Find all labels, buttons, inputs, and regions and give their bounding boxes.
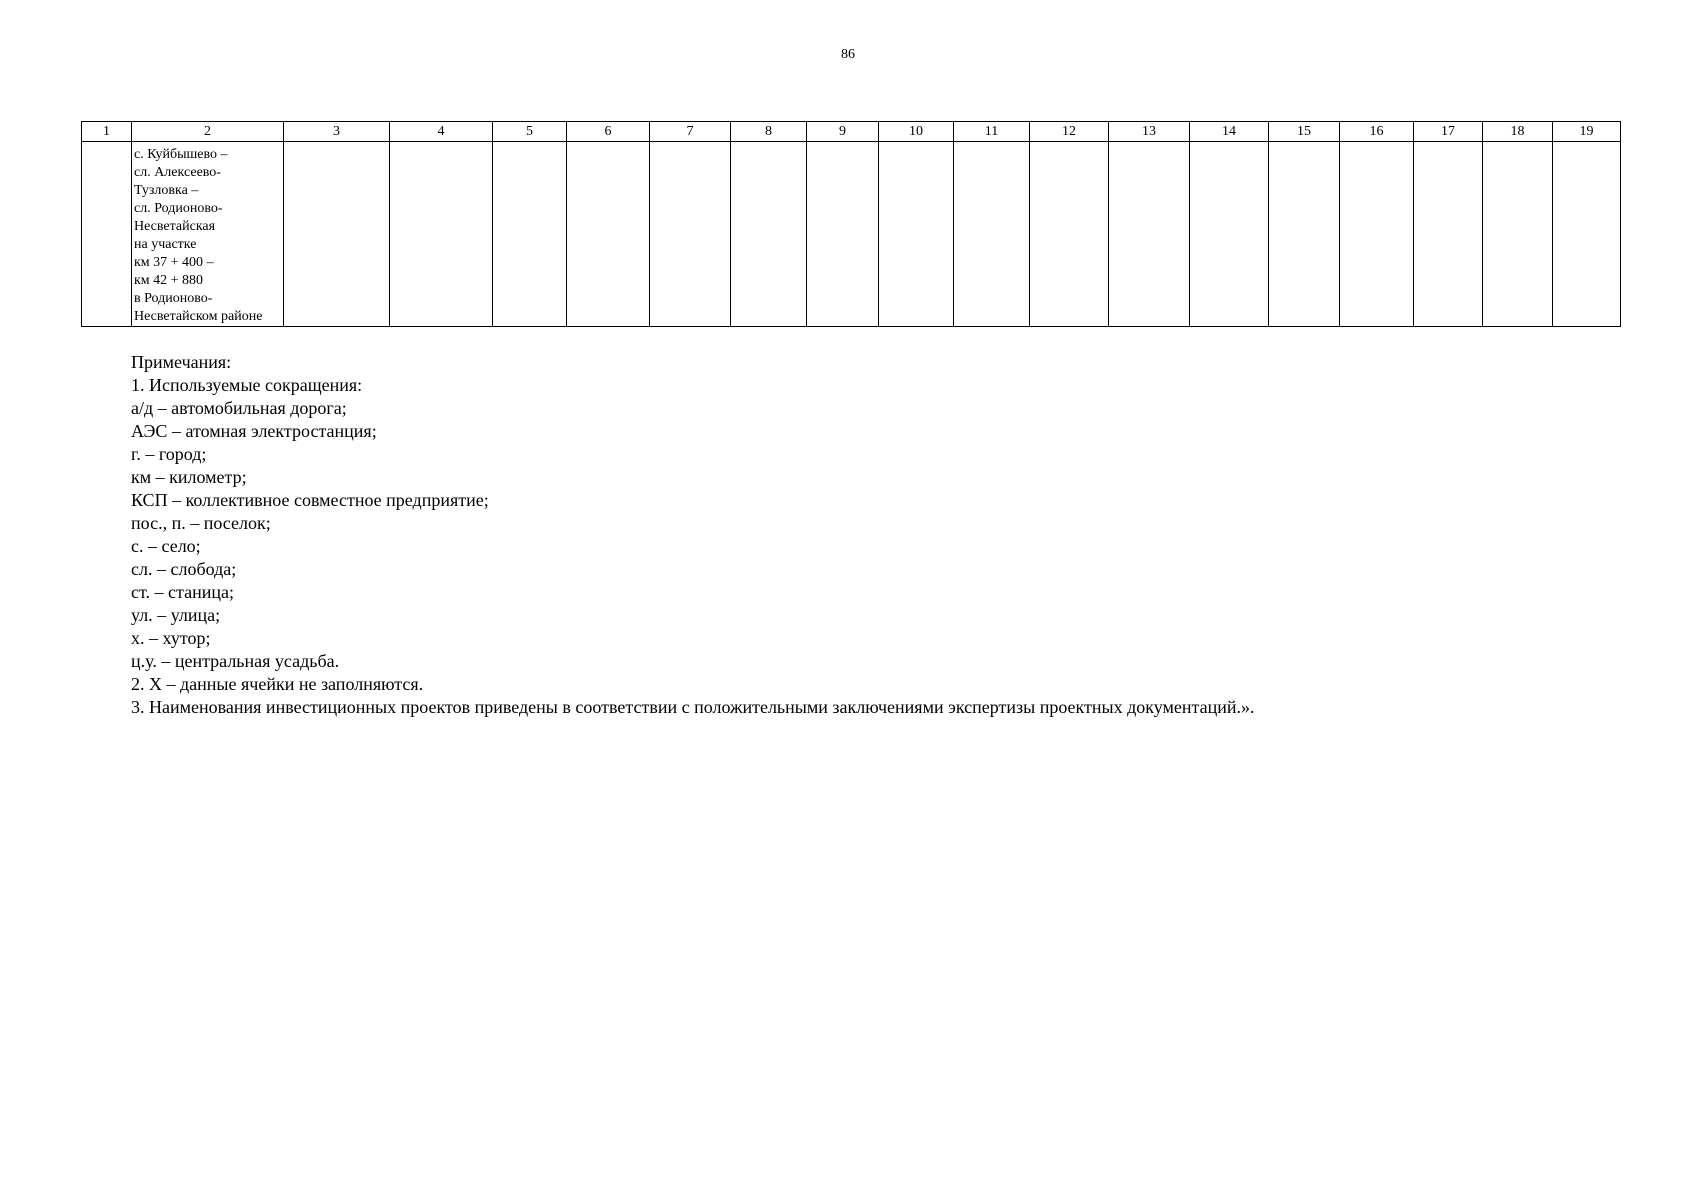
column-header: 15	[1269, 122, 1340, 142]
table-cell	[1553, 142, 1621, 327]
table-cell	[82, 142, 132, 327]
table-cell	[390, 142, 493, 327]
column-header: 5	[493, 122, 567, 142]
column-header: 4	[390, 122, 493, 142]
notes-section	[131, 351, 1255, 719]
table-cell	[650, 142, 731, 327]
table-cell-text	[1483, 142, 1552, 146]
table-cell-text	[284, 142, 389, 146]
page-number: 86	[841, 47, 855, 62]
table-cell	[807, 142, 879, 327]
table-cell-text	[1030, 142, 1108, 146]
table-row	[82, 142, 1621, 327]
notes-item: сл. – слобода;	[131, 559, 237, 579]
column-header: 13	[1109, 122, 1190, 142]
column-header: 1	[82, 122, 132, 142]
table-cell	[1414, 142, 1483, 327]
table-cell-text	[567, 142, 649, 146]
column-header: 12	[1030, 122, 1109, 142]
notes-item: ц.у. – центральная усадьба.	[131, 651, 340, 671]
notes-item: 1. Используемые сокращения:	[131, 375, 363, 395]
notes-item: ул. – улица;	[131, 605, 221, 625]
table-cell-text	[493, 142, 566, 146]
table-cell	[493, 142, 567, 327]
notes-item: 3. Наименования инвестиционных проектов приведены в соответствии с положительными заключениями экспертизы проектных документаций.».	[131, 697, 1255, 717]
table-cell-text	[807, 142, 878, 146]
column-header: 2	[132, 122, 284, 142]
notes-item: с. – село;	[131, 536, 201, 556]
notes-item: ст. – станица;	[131, 582, 234, 602]
data-table	[81, 121, 1621, 327]
table-cell	[1483, 142, 1553, 327]
table-cell-text	[1340, 142, 1413, 146]
table-cell	[1269, 142, 1340, 327]
table-cell	[1109, 142, 1190, 327]
table-cell	[132, 142, 284, 327]
table-cell-text	[390, 142, 492, 146]
notes-item: КСП – коллективное совместное предприятие;	[131, 490, 489, 510]
notes-item: г. – город;	[131, 444, 207, 464]
column-header: 8	[731, 122, 807, 142]
table-cell	[954, 142, 1030, 327]
table-cell	[284, 142, 390, 327]
table-cell-text	[879, 142, 953, 146]
notes-item: АЭС – атомная электростанция;	[131, 421, 377, 441]
column-header: 17	[1414, 122, 1483, 142]
notes-item: х. – хутор;	[131, 628, 211, 648]
table-cell-text	[82, 142, 131, 146]
table-cell-text	[1414, 142, 1482, 146]
table-cell	[567, 142, 650, 327]
notes-item: 2. Х – данные ячейки не заполняются.	[131, 674, 424, 694]
column-header: 9	[807, 122, 879, 142]
table-cell	[731, 142, 807, 327]
table-cell	[1190, 142, 1269, 327]
table-cell-text	[954, 142, 1029, 146]
notes-item: км – километр;	[131, 467, 247, 487]
table-cell-text	[650, 142, 730, 146]
column-header: 6	[567, 122, 650, 142]
notes-title: Примечания:	[131, 352, 232, 372]
table-cell-text: с. Куйбышево – сл. Алексеево- Тузловка – сл. Родионово- Несветайская на участке км 37 + 400 – км 42 + 880 в Родионово- Несветайском районе	[134, 147, 263, 324]
table-cell-text	[731, 142, 806, 146]
table-cell-text	[1109, 142, 1189, 146]
column-header: 10	[879, 122, 954, 142]
column-header: 19	[1553, 122, 1621, 142]
notes-item: а/д – автомобильная дорога;	[131, 398, 347, 418]
table-header-row	[82, 122, 1621, 142]
column-header: 16	[1340, 122, 1414, 142]
table-cell-text	[1269, 142, 1339, 146]
table-cell	[879, 142, 954, 327]
table-cell-text	[1190, 142, 1268, 146]
notes-item: пос., п. – поселок;	[131, 513, 271, 533]
table-cell-text	[1553, 142, 1620, 146]
column-header: 18	[1483, 122, 1553, 142]
column-header: 11	[954, 122, 1030, 142]
column-header: 3	[284, 122, 390, 142]
table-cell	[1340, 142, 1414, 327]
column-header: 14	[1190, 122, 1269, 142]
column-header: 7	[650, 122, 731, 142]
table-cell	[1030, 142, 1109, 327]
